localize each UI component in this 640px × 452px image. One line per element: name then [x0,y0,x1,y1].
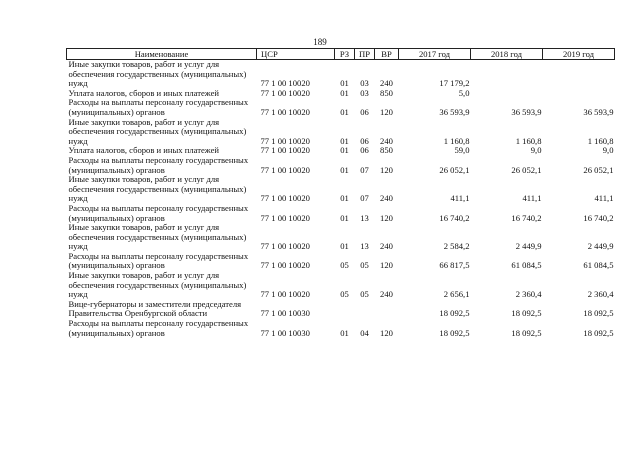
header-row [67,49,615,60]
row-csr: 77 1 00 10030 [260,327,310,338]
header-name: Наименование [67,49,257,60]
row-2018: 16 740,2 [511,212,542,223]
row-vr: 240 [380,135,393,146]
page-number: 189 [313,37,327,47]
row-pr: 06 [360,145,369,156]
row-name: Расходы на выплаты персоналу государственных (муниципальных) органов [68,97,249,117]
row-name: Иные закупки товаров, работ и услуг для обеспечения государственных (муниципальных) нужд [68,270,247,300]
row-rz [335,300,355,319]
table-row [67,252,615,271]
row-csr: 77 1 00 10020 [260,241,310,252]
row-2017: 66 817,5 [439,260,470,271]
row-vr: 240 [380,78,393,89]
row-2018: 18 092,5 [511,327,542,338]
row-2019: 61 084,5 [583,260,614,271]
table-row [67,156,615,175]
row-vr: 850 [380,87,393,98]
row-pr: 07 [360,164,369,175]
table-row [67,98,615,117]
row-pr: 06 [360,135,369,146]
row-rz: 01 [340,87,349,98]
row-pr: 07 [360,193,369,204]
table-row [67,300,615,319]
table-row [67,118,615,147]
row-2017: 36 593,9 [439,106,470,117]
row-2017: 16 740,2 [439,212,470,223]
row-2019: 2 360,4 [587,289,614,300]
row-name: Иные закупки товаров, работ и услуг для обеспечения государственных (муниципальных) нужд [68,59,247,89]
row-pr: 13 [360,241,369,252]
row-2019 [543,60,615,89]
row-pr: 05 [360,260,369,271]
row-rz: 01 [340,135,349,146]
row-2019: 18 092,5 [583,308,614,319]
row-name: Расходы на выплаты персоналу государственных (муниципальных) органов [68,154,249,175]
row-vr: 240 [380,241,393,252]
row-2018: 61 084,5 [511,260,542,271]
row-csr: 77 1 00 10020 [260,260,310,271]
row-2017: 2 584,2 [443,241,470,252]
row-2017: 26 052,1 [439,164,470,175]
row-2018: 36 593,9 [511,106,542,117]
table-row [67,271,615,300]
row-pr: 05 [360,289,369,300]
row-2017: 18 092,5 [439,327,470,338]
row-pr: 13 [360,212,369,223]
row-vr: 240 [380,289,393,300]
header-vr: ВР [375,49,399,60]
row-pr: 03 [360,87,369,98]
header-2018: 2018 год [471,49,543,60]
row-csr: 77 1 00 10020 [260,193,310,204]
budget-table [66,48,615,338]
row-2017: 2 656,1 [443,289,470,300]
header-csr: ЦСР [257,49,335,60]
row-2017: 411,1 [450,193,470,204]
row-rz: 01 [340,106,349,117]
row-name: Расходы на выплаты персоналу государственных (муниципальных) органов [68,202,249,223]
row-2019: 411,1 [594,193,614,204]
row-2019: 9,0 [602,145,614,156]
header-2017: 2017 год [399,49,471,60]
table-row [67,175,615,204]
row-csr: 77 1 00 10020 [260,145,310,156]
row-csr: 77 1 00 10020 [260,135,310,146]
row-csr: 77 1 00 10020 [260,212,310,223]
row-2019: 16 740,2 [583,212,614,223]
table-row [67,319,615,338]
row-2017: 59,0 [454,145,470,156]
row-csr: 77 1 00 10030 [260,308,310,319]
row-vr [375,300,399,319]
row-2018 [471,60,543,89]
row-csr: 77 1 00 10020 [260,87,310,98]
row-name: Иные закупки товаров, работ и услуг для обеспечения государственных (муниципальных) нужд [68,222,247,252]
row-rz: 01 [340,145,349,156]
row-2019: 18 092,5 [583,327,614,338]
row-name: Расходы на выплаты персоналу государственных (муниципальных) органов [68,250,249,271]
row-2018: 9,0 [530,145,542,156]
row-2018 [471,89,543,99]
row-csr: 77 1 00 10020 [260,164,310,175]
row-name: Уплата налогов, сборов и иных платежей [68,145,220,156]
row-name: Иные закупки товаров, работ и услуг для обеспечения государственных (муниципальных) нужд [68,174,247,204]
header-pr: ПР [355,49,375,60]
table-row [67,60,615,89]
row-vr: 120 [380,327,393,338]
row-vr: 120 [380,212,393,223]
row-rz: 01 [340,241,349,252]
row-rz: 01 [340,78,349,89]
row-2018: 26 052,1 [511,164,542,175]
row-name: Уплата налогов, сборов и иных платежей [68,87,220,98]
row-2019: 36 593,9 [583,106,614,117]
row-name: Иные закупки товаров, работ и услуг для обеспечения государственных (муниципальных) нужд [68,116,247,146]
row-2018: 1 160,8 [515,135,542,146]
row-2019: 2 449,9 [587,241,614,252]
row-csr: 77 1 00 10020 [260,106,310,117]
row-pr [355,300,375,319]
row-rz: 05 [340,289,349,300]
row-vr: 240 [380,193,393,204]
row-csr: 77 1 00 10020 [260,289,310,300]
row-vr: 850 [380,145,393,156]
row-vr: 120 [380,106,393,117]
row-2019: 1 160,8 [587,135,614,146]
row-csr: 77 1 00 10020 [260,78,310,89]
row-2018: 2 449,9 [515,241,542,252]
header-2019: 2019 год [543,49,615,60]
row-rz: 01 [340,164,349,175]
row-name: Вице-губернаторы и заместители председателя Правительства Оренбургской области [68,298,242,319]
row-pr: 04 [360,327,369,338]
row-2017: 17 179,2 [439,78,470,89]
row-rz: 05 [340,260,349,271]
row-pr: 06 [360,106,369,117]
header-rz: РЗ [335,49,355,60]
row-2018: 411,1 [522,193,542,204]
row-2017: 18 092,5 [439,308,470,319]
row-2018: 18 092,5 [511,308,542,319]
table-row [67,223,615,252]
row-2019 [543,89,615,99]
table-row [67,204,615,223]
row-rz: 01 [340,193,349,204]
row-rz: 01 [340,212,349,223]
row-pr: 03 [360,78,369,89]
row-2017: 1 160,8 [443,135,470,146]
row-2019: 26 052,1 [583,164,614,175]
row-2017: 5,0 [458,87,470,98]
row-vr: 120 [380,260,393,271]
row-2018: 2 360,4 [515,289,542,300]
row-name: Расходы на выплаты персоналу государственных (муниципальных) органов [68,318,249,338]
row-rz: 01 [340,327,349,338]
row-vr: 120 [380,164,393,175]
